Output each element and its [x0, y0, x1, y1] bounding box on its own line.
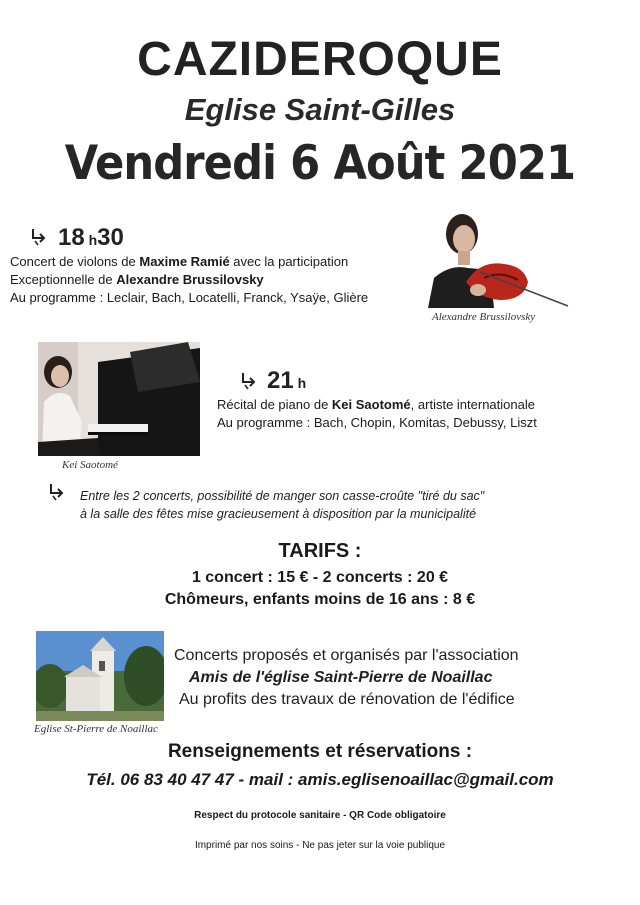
violinist-caption: Alexandre Brussilovsky [432, 311, 536, 323]
association-line3: Au profits des travaux de rénovation de l'édifice [179, 691, 515, 708]
concert1-time: 18 h30 [58, 224, 124, 251]
hand-arrow-icon [48, 481, 70, 503]
footer-sanitary: Respect du protocole sanitaire - QR Code obligatoire [194, 810, 446, 821]
concert1-line1: Concert de violons de Maxime Ramié avec la participation [10, 254, 349, 269]
event-date: Vendredi 6 Août 2021 [64, 136, 576, 191]
concert1-line2: Exceptionnelle de Alexandre Brussilovsky [10, 272, 264, 287]
association-line1: Concerts proposés et organisés par l'association [174, 647, 519, 664]
concert2-time: 21 h [267, 367, 307, 394]
pianist-photo [38, 342, 200, 456]
church-subtitle: Eglise Saint-Gilles [184, 92, 456, 127]
concert2-program: Au programme : Bach, Chopin, Komitas, Debussy, Liszt [217, 415, 537, 430]
violinist-photo [420, 208, 572, 308]
footer-printed: Imprimé par nos soins - Ne pas jeter sur la voie publique [194, 840, 446, 851]
hand-arrow-icon [30, 226, 52, 248]
tarif-line2: Chômeurs, enfants moins de 16 ans : 8 € [164, 591, 476, 608]
note-line1: Entre les 2 concerts, possibilité de manger son casse-croûte "tiré du sac" [80, 489, 485, 503]
association-name: Amis de l'église Saint-Pierre de Noaillac [189, 669, 493, 686]
concert2-line1: Récital de piano de Kei Saotomé, artiste internationale [217, 397, 535, 412]
tarifs-title: TARIFS : [278, 540, 362, 562]
contact-title: Renseignements et réservations : [167, 741, 473, 762]
town-title: CAZIDEROQUE [137, 33, 503, 86]
pianist-caption: Kei Saotomé [62, 459, 118, 471]
contact-line: Tél. 06 83 40 47 47 - mail : amis.eglisenoaillac@gmail.com [86, 770, 554, 789]
tarif-line1: 1 concert : 15 € - 2 concerts : 20 € [191, 569, 449, 586]
concert1-program: Au programme : Leclair, Bach, Locatelli, Franck, Ysaÿe, Glière [10, 290, 369, 305]
hand-arrow-icon [240, 370, 262, 392]
note-line2: à la salle des fêtes mise gracieusement à disposition par la municipalité [80, 507, 477, 521]
church-photo [36, 631, 164, 721]
church-caption: Eglise St-Pierre de Noaillac [34, 723, 158, 735]
